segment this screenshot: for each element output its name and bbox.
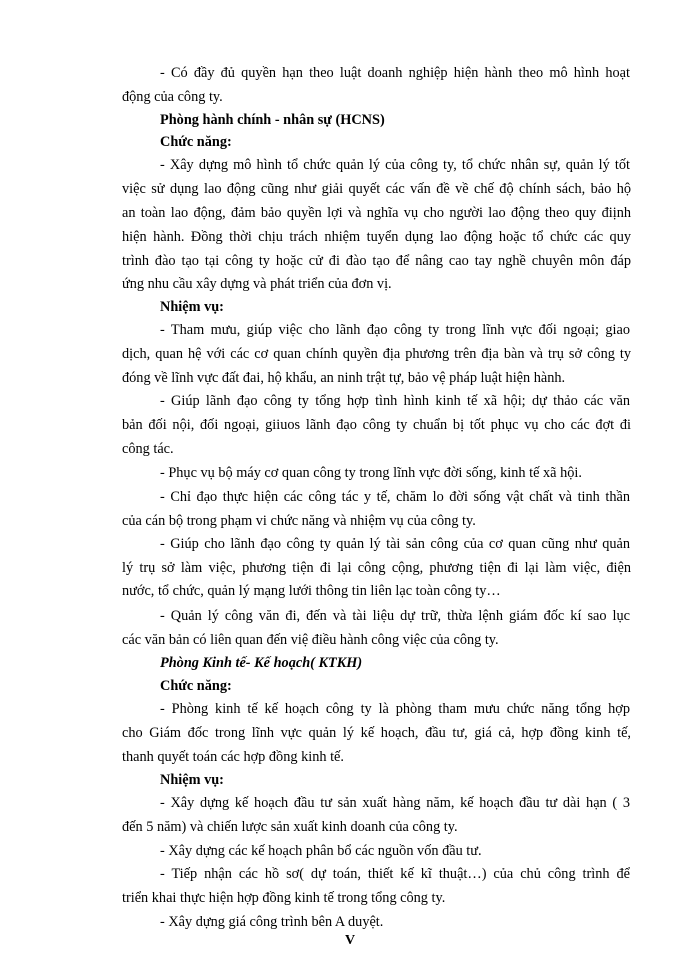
paragraph-line: dịch, quan hệ với các cơ quan chính quyền địa phương trên địa bàn và trụ sở công ty [122, 346, 631, 362]
subheading-function: Chức năng: [160, 678, 232, 694]
paragraph-line: thanh quyết toán các hợp đồng kinh tế. [122, 749, 344, 765]
paragraph-line: nước, tổ chức, quản lý mạng lưới thông tin liên lạc toàn công ty… [122, 583, 501, 599]
paragraph-line: động của công ty. [122, 89, 223, 105]
paragraph-line: ứng nhu cầu xây dựng và phát triển của đơn vị. [122, 276, 392, 292]
paragraph-line: - Phục vụ bộ máy cơ quan công ty trong lĩnh vực đời sống, kinh tế xã hội. [160, 465, 582, 481]
paragraph-line: an toàn lao động, đảm bảo quyền lợi và nghĩa vụ cho người lao động theo quy điịnh [122, 205, 631, 221]
paragraph-line: triển khai thực hiện hợp đồng kinh tế trong tổng công ty. [122, 890, 446, 906]
paragraph-line: - Giúp cho lãnh đạo công ty quản lý tài sản công của cơ quan cũng như quản [160, 536, 630, 552]
paragraph-line: cho Giám đốc trong lĩnh vực quản lý kế hoạch, đầu tư, giá cả, hợp đồng kinh tế, [122, 725, 631, 741]
paragraph-line: - Xây dựng các kế hoạch phân bổ các nguồn vốn đầu tư. [160, 843, 482, 859]
paragraph-line: - Chỉ đạo thực hiện các công tác y tế, chăm lo đời sống vật chất và tinh thần [160, 489, 630, 505]
paragraph-line: - Tham mưu, giúp việc cho lãnh đạo công ty trong lĩnh vực đối ngoại; giao [160, 322, 630, 338]
paragraph-line: - Quản lý công văn đi, đến và tài liệu dự trữ, thừa lệnh giám đốc kí sao lục [160, 608, 630, 624]
section-heading-hcns: Phòng hành chính - nhân sự (HCNS) [160, 112, 385, 128]
subheading-duties: Nhiệm vụ: [160, 299, 224, 315]
paragraph-line: các văn bản có liên quan đến việ điều hành công việc của công ty. [122, 632, 499, 648]
paragraph-line: lý trụ sở làm việc, phương tiện đi lại công cộng, phương tiện đi lại làm việc, điện [122, 560, 631, 576]
paragraph-line: - Có đầy đủ quyền hạn theo luật doanh nghiệp hiện hành theo mô hình hoạt [160, 65, 630, 81]
section-heading-ktkh: Phòng Kinh tế- Kế hoạch( KTKH) [160, 655, 363, 671]
paragraph-line: - Xây dựng mô hình tổ chức quản lý của công ty, tổ chức nhân sự, quản lý tốt [160, 157, 630, 173]
subheading-function: Chức năng: [160, 134, 232, 150]
paragraph-line: bản đối nội, đối ngoại, giiuos lãnh đạo công ty chuẩn bị tốt phục vụ cho các đợt đi [122, 417, 631, 433]
subheading-duties: Nhiệm vụ: [160, 772, 224, 788]
paragraph-line: công tác. [122, 441, 174, 457]
paragraph-line: hiện hành. Đồng thời chịu trách nhiệm tuyển dụng lao động hoặc tổ chức các quy [122, 229, 631, 245]
paragraph-line: đóng về lĩnh vực đất đai, hộ khẩu, an ninh trật tự, bảo vệ pháp luật hiện hành. [122, 370, 566, 386]
paragraph-line: - Giúp lãnh đạo công ty tổng hợp tình hình kinh tế xã hội; dự thảo các văn [160, 393, 630, 409]
paragraph-line: - Tiếp nhận các hồ sơ( dự toán, thiết kế kĩ thuật…) của chủ công trình để [160, 866, 630, 882]
paragraph-line: - Phòng kinh tế kế hoạch công ty là phòng tham mưu chức năng tổng hợp [160, 701, 630, 717]
paragraph-line: việc sử dụng lao động cũng như giải quyết các vấn đề về chế độ chính sách, bảo hộ [122, 181, 631, 197]
paragraph-line: - Xây dựng kế hoạch đầu tư sản xuất hàng năm, kế hoạch đầu tư dài hạn ( 3 [160, 795, 630, 811]
paragraph-line: của cán bộ trong phạm vi chức năng và nhiệm vụ của công ty. [122, 513, 476, 529]
paragraph-line: đến 5 năm) và chiến lược sản xuất kinh doanh của công ty. [122, 819, 458, 835]
page-number: V [344, 933, 356, 948]
paragraph-line: trình đào tạo tại công ty hoặc cử đi đào tạo để nâng cao tay nghề chuyên môn đáp [122, 253, 631, 269]
paragraph-line: - Xây dựng giá công trình bên A duyệt. [160, 914, 384, 930]
